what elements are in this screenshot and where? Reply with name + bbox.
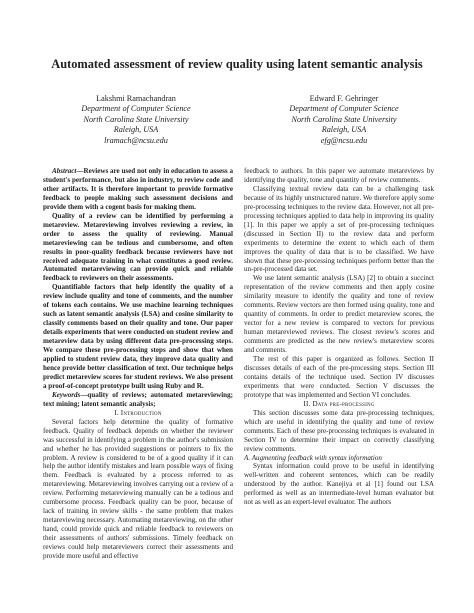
author-department: Department of Computer Science	[289, 104, 399, 114]
keywords-text: quality of reviews; automated metareviewing; text mining; latent semantic analysis;	[43, 390, 233, 408]
right-paragraph-4: The rest of this paper is organized as follows. Section II discusses details of each of the pre-processing steps. Section III contains details of the technique used. Section IV discusses experiments that were conducted. Section V discusses the prototype that was implemented and Section VI concludes.	[244, 355, 434, 399]
dp-paragraph-1: This section discusses some data pre-processing techniques, which are useful in identifying the quality and tone of review comments. Each of these pre-processing techniques is evaluated in Section IV to determine their impact on correctly classifying review comments.	[244, 408, 434, 453]
author-city: Raleigh, USA	[113, 125, 159, 135]
abstract-paragraph-2: Quality of a review can be identified by performing a metareview. Metareviewing involves reviewing a review, in order to assess the quality of reviewing. Manual metareviewing can be tedious and cumbersome, and often results in poor-quality feedback because reviewers have not received adequate training in what constitutes a good review. Automated metareviewing can provide quick and reliable feedback to reviewers on their assessments.	[43, 211, 233, 283]
abstract-paragraph-3: Quantifiable factors that help identify the quality of a review include quality and tone of comments, and the number of tokens each contains. We use machine learning techniques such as latent semantic analysis (LSA) and cosine similarity to classify comments based on their quality and tone. Our paper details experiments that were conducted on student review and metareview data by using different data pre-processing steps. We compare these pre-processing steps and show that when applied to student review data, they improve data quality and hence provide better classification of text. Our technique helps predict metareview scores for student reviews. We also present a proof-of-concept prototype built using Ruby and R.	[43, 283, 233, 390]
author-name: Lakshmi Ramachandran	[96, 94, 176, 103]
abstract-paragraph-1	[43, 167, 233, 212]
author-block-2	[244, 94, 444, 146]
author-name: Edward F. Gehringer	[309, 94, 379, 103]
abstract-dash: —	[76, 167, 84, 175]
paper-title: Automated assessment of review quality using latent semantic analysis	[51, 57, 423, 71]
sub-paragraph-1: Syntax information could prove to be useful in identifying well-written and coherent sentences, which can be readily understood by the author. Kanejiya et al [1] found out LSA performed as well as an intermediate-level human evaluator but not as well as an expert-level evaluator. The authors	[244, 462, 434, 507]
section-heading-introduction: I. Introduction	[114, 408, 162, 417]
author-city: Raleigh, USA	[321, 125, 367, 135]
author-department: Department of Computer Science	[81, 104, 191, 114]
author-email: lramach@ncsu.edu	[104, 135, 168, 145]
author-email: efg@ncsu.edu	[320, 135, 368, 145]
abstract-label: Abstract	[52, 167, 77, 175]
right-paragraph-2: Classifying textual review data can be a challenging task because of its highly unstructured nature. We therefore apply some pre-processing techniques to the review data. However, not all pre-processing techniques applied to data help in improving its quality [1]. In this paper we apply a set of pre-processing techniques (discussed in Section II) to the review data and perform experiments to determine the extent to which each of them improves the quality of data that is to be classified. We have shown that these pre-processing techniques perform better than the un-pre-processed data set.	[244, 184, 434, 274]
author-university: North Carolina State University	[291, 114, 397, 124]
subsection-heading-syntax: A. Augmenting feedback with syntax information	[244, 453, 382, 462]
keywords	[43, 391, 233, 409]
right-paragraph-1: feedback to authors. In this paper we automate metareviews by identifying the quality, tone and quantity of review comments.	[244, 167, 434, 184]
author-university: North Carolina State University	[83, 114, 189, 124]
intro-paragraph-1: Several factors help determine the quality of formative feedback. Quality of feedback depends on whether the reviewer was successful in identifying a problem in the author's submission and whether he has provided suggestions or pointers to fix the problem. A review is considered to be of a good quality if it can help the author identify mistakes and learn possible ways of fixing them. Feedback is evaluated by a process referred to as metareviewing. Metareviewing involves carrying out a review of a review. Performing metareviewing manually can be a tedious and cumbersome process. Feedback quality can be poor, because of lack of training in review skills - the same problem that makes metareviewing necessary. Automating metareviewing, on the other hand, could provide quick and reliable feedback to reviewers on their assessments of authors' submissions. Timely feedback on reviews could help metareviewers correct their assessments and provide more useful and effective	[43, 417, 233, 560]
keywords-label: Keywords	[52, 390, 81, 399]
left-column	[43, 167, 233, 561]
abstract-text-1: Reviews are used not only in education to assess a student's performance, but also in industry, to review code and other artifacts. It is therefore important to provide formative feedback to people making such assessment decisions and provide them with a cogent basis for making them.	[43, 167, 233, 211]
keywords-dash: —	[80, 390, 88, 399]
right-paragraph-3: We use latent semantic analysis (LSA) [2] to obtain a succinct representation of the review comments and then apply cosine similarity measure to identify the quality and tone of review comments. Review vectors are then formed using quality, tone and quantity of comments. In order to predict metareview scores, the vector for a new review is compared to vectors for previous human metareviewed reviews. The closest review's scores and comments are predicted as the new review's metareview scores and comments.	[244, 274, 434, 355]
author-block-1	[36, 94, 236, 146]
section-heading-data-preprocessing: II. Data pre-processing	[303, 399, 375, 408]
right-column	[244, 167, 434, 507]
